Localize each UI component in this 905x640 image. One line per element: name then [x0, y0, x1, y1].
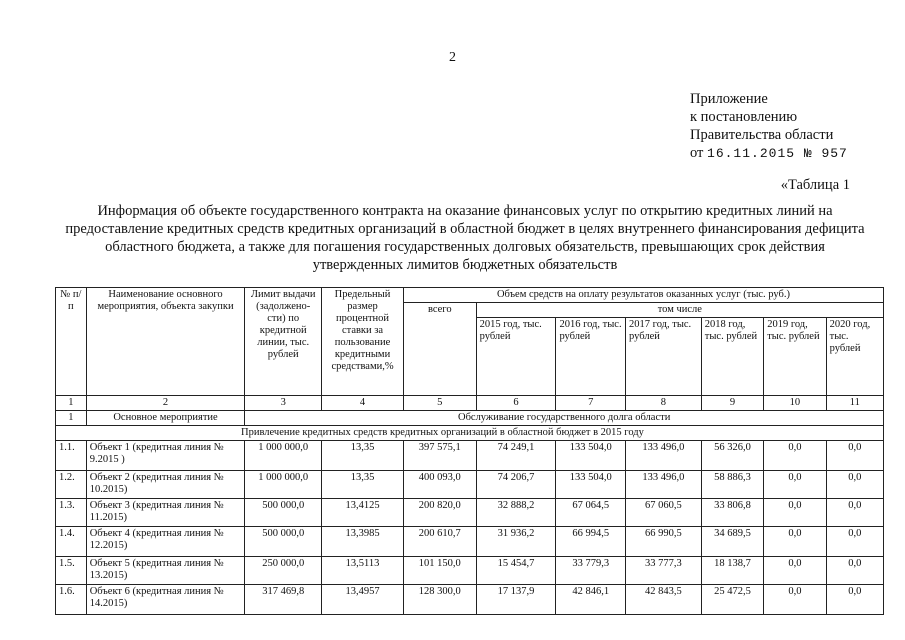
table-reference: «Таблица 1: [780, 177, 850, 193]
cell-y2015: 74 206,7: [476, 471, 556, 499]
header-volume: Объем средств на оплату результатов оказанных услуг (тыс. руб.): [403, 288, 883, 303]
col-number: 2: [86, 396, 245, 411]
table-row: [56, 441, 884, 471]
table-row: [56, 557, 884, 585]
cell-y2016: 33 779,3: [556, 557, 626, 585]
header-2016: 2016 год, тыс. рублей: [556, 318, 626, 396]
section-row: [56, 426, 884, 441]
col-number: 1: [56, 396, 87, 411]
cell-y2018: 34 689,5: [701, 527, 763, 557]
cell-y2020: 0,0: [826, 499, 883, 527]
cell-y2017: 66 990,5: [626, 527, 702, 557]
document-title: Информация об объекте государственного контракта на оказание финансовых услуг по открытию кредитных линий на предоставление кредитных средств кредитных организаций в областной бюджет в целях внутреннего финансирования дефицита областного бюджета, а также для погашения государственных долговых обязательств, превышающих срок действия утвержденных лимитов бюджетных обязательств: [65, 203, 865, 273]
header-limit: Лимит выдачи (задолжено-сти) по кредитной линии, тыс. рублей: [245, 288, 322, 396]
header-total: всего: [403, 303, 476, 396]
col-number: 4: [322, 396, 404, 411]
table-row: [56, 585, 884, 615]
cell-total: 400 093,0: [403, 471, 476, 499]
col-number: 5: [403, 396, 476, 411]
cell-y2020: 0,0: [826, 585, 883, 615]
cell-y2016: 133 504,0: [556, 441, 626, 471]
col-number: 11: [826, 396, 883, 411]
cell-rate: 13,4125: [322, 499, 404, 527]
cell-rate: 13,4957: [322, 585, 404, 615]
header-2019: 2019 год, тыс. рублей: [764, 318, 826, 396]
cell-y2015: 31 936,2: [476, 527, 556, 557]
cell-limit: 317 469,8: [245, 585, 322, 615]
appendix-block: [690, 90, 848, 163]
cell-y2015: 17 137,9: [476, 585, 556, 615]
section-title: Привлечение кредитных средств кредитных организаций в областной бюджет в 2015 году: [56, 426, 884, 441]
cell-y2015: 15 454,7: [476, 557, 556, 585]
cell-name: Объект 6 (кредитная линия № 14.2015): [86, 585, 245, 615]
header-including: том числе: [476, 303, 883, 318]
cell-name: Объект 5 (кредитная линия № 13.2015): [86, 557, 245, 585]
header-2018: 2018 год, тыс. рублей: [701, 318, 763, 396]
cell-rate: 13,3985: [322, 527, 404, 557]
cell-y2017: 133 496,0: [626, 441, 702, 471]
cell-y2018: 58 886,3: [701, 471, 763, 499]
cell-limit: 500 000,0: [245, 527, 322, 557]
header-rate: Предельный размер процентной ставки за пользование кредитными средствами,%: [322, 288, 404, 396]
main-event-name: Основное мероприятие: [86, 411, 245, 426]
main-event-row: [56, 411, 884, 426]
cell-y2016: 67 064,5: [556, 499, 626, 527]
cell-y2018: 56 326,0: [701, 441, 763, 471]
header-2017: 2017 год, тыс. рублей: [626, 318, 702, 396]
cell-y2019: 0,0: [764, 471, 826, 499]
col-number: 3: [245, 396, 322, 411]
cell-y2016: 133 504,0: [556, 471, 626, 499]
cell-limit: 250 000,0: [245, 557, 322, 585]
contract-table: [55, 287, 884, 615]
col-number: 6: [476, 396, 556, 411]
cell-y2018: 25 472,5: [701, 585, 763, 615]
cell-num: 1.3.: [56, 499, 87, 527]
cell-y2018: 33 806,8: [701, 499, 763, 527]
cell-total: 128 300,0: [403, 585, 476, 615]
cell-num: 1.1.: [56, 441, 87, 471]
cell-num: 1.2.: [56, 471, 87, 499]
table-row: [56, 471, 884, 499]
header-num: № п/п: [56, 288, 87, 396]
page-number: 2: [449, 50, 456, 65]
cell-limit: 1 000 000,0: [245, 441, 322, 471]
cell-total: 200 820,0: [403, 499, 476, 527]
table-row: [56, 527, 884, 557]
cell-num: 1.6.: [56, 585, 87, 615]
header-row-1: [56, 288, 884, 303]
appendix-date-value: 16.11.2015 № 957: [707, 146, 848, 161]
header-name: Наименование основного мероприятия, объекта закупки: [86, 288, 245, 396]
cell-rate: 13,35: [322, 471, 404, 499]
cell-total: 200 610,7: [403, 527, 476, 557]
main-event-num: 1: [56, 411, 87, 426]
cell-name: Объект 3 (кредитная линия № 11.2015): [86, 499, 245, 527]
cell-name: Объект 1 (кредитная линия № 9.2015 ): [86, 441, 245, 471]
cell-y2017: 133 496,0: [626, 471, 702, 499]
header-2020: 2020 год, тыс. рублей: [826, 318, 883, 396]
cell-total: 101 150,0: [403, 557, 476, 585]
cell-rate: 13,35: [322, 441, 404, 471]
cell-y2019: 0,0: [764, 585, 826, 615]
appendix-line-1: Приложение: [690, 91, 768, 107]
header-2015: 2015 год, тыс. рублей: [476, 318, 556, 396]
cell-y2018: 18 138,7: [701, 557, 763, 585]
cell-limit: 500 000,0: [245, 499, 322, 527]
col-number: 7: [556, 396, 626, 411]
column-numbers-row: [56, 396, 884, 411]
appendix-date-prefix: от: [690, 145, 704, 161]
cell-y2015: 74 249,1: [476, 441, 556, 471]
col-number: 10: [764, 396, 826, 411]
table-row: [56, 499, 884, 527]
cell-y2016: 66 994,5: [556, 527, 626, 557]
cell-y2019: 0,0: [764, 441, 826, 471]
cell-y2017: 33 777,3: [626, 557, 702, 585]
cell-y2020: 0,0: [826, 527, 883, 557]
cell-num: 1.5.: [56, 557, 87, 585]
cell-y2016: 42 846,1: [556, 585, 626, 615]
cell-name: Объект 4 (кредитная линия № 12.2015): [86, 527, 245, 557]
cell-limit: 1 000 000,0: [245, 471, 322, 499]
cell-y2015: 32 888,2: [476, 499, 556, 527]
cell-name: Объект 2 (кредитная линия № 10.2015): [86, 471, 245, 499]
appendix-date: [690, 144, 848, 163]
col-number: 9: [701, 396, 763, 411]
cell-y2019: 0,0: [764, 557, 826, 585]
table-body: [56, 441, 884, 615]
cell-y2020: 0,0: [826, 471, 883, 499]
cell-y2017: 67 060,5: [626, 499, 702, 527]
cell-num: 1.4.: [56, 527, 87, 557]
cell-y2020: 0,0: [826, 441, 883, 471]
appendix-line-3: Правительства области: [690, 127, 834, 143]
col-number: 8: [626, 396, 702, 411]
cell-y2019: 0,0: [764, 499, 826, 527]
appendix-line-2: к постановлению: [690, 109, 798, 125]
cell-y2017: 42 843,5: [626, 585, 702, 615]
cell-rate: 13,5113: [322, 557, 404, 585]
cell-y2020: 0,0: [826, 557, 883, 585]
cell-total: 397 575,1: [403, 441, 476, 471]
cell-y2019: 0,0: [764, 527, 826, 557]
main-event-desc: Обслуживание государственного долга области: [245, 411, 884, 426]
